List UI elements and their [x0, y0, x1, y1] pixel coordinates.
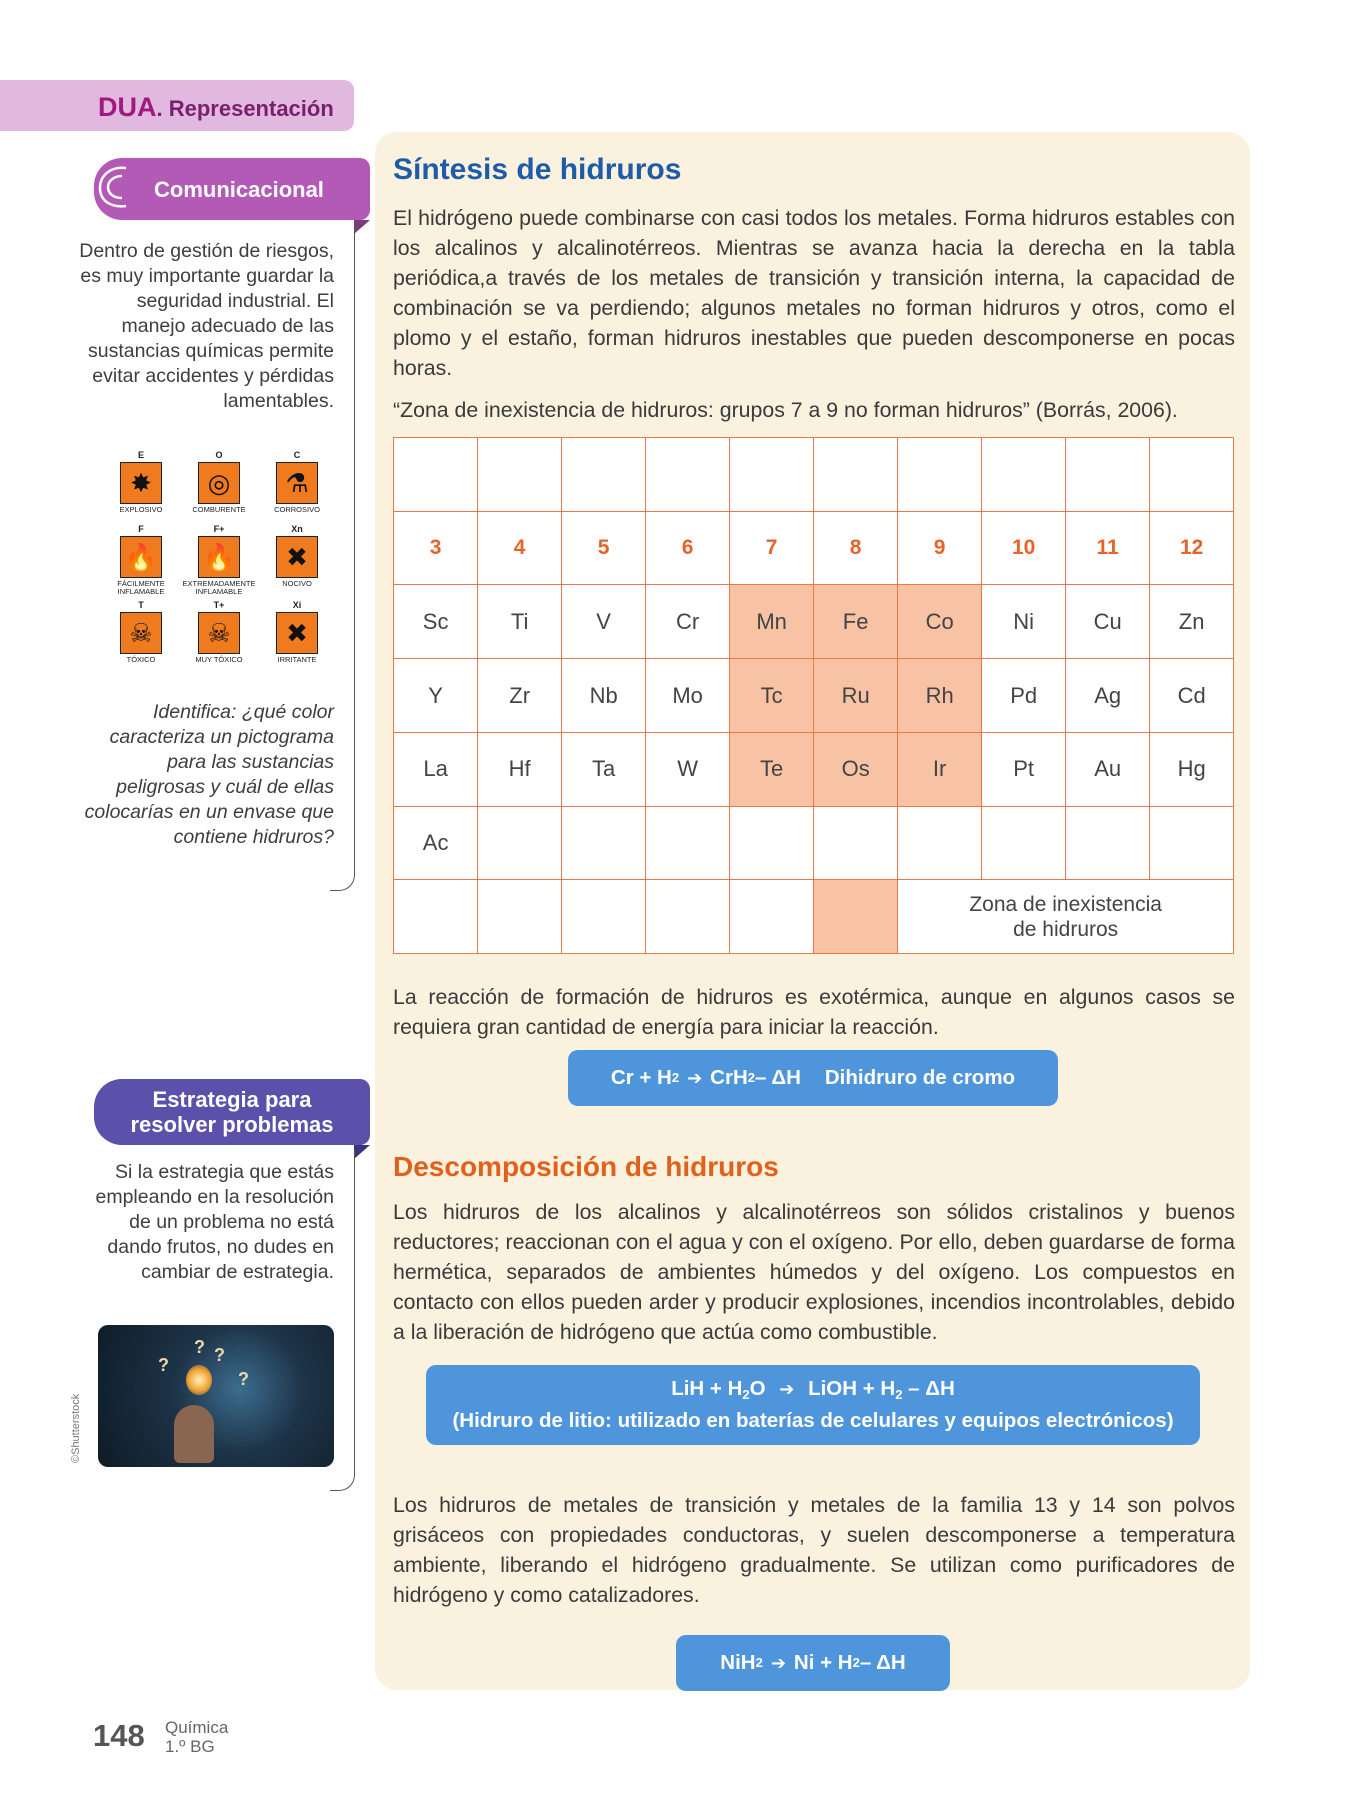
hazard-extremely-flammable [176, 524, 262, 596]
eq1-lhs-sub: 2 [671, 1070, 680, 1085]
estrategia-heading-line2: resolver problemas [130, 1112, 334, 1137]
table-empty-cell [477, 806, 562, 881]
hand-shape [174, 1405, 214, 1463]
element-cell: Cu [1065, 584, 1150, 659]
hazard-code: E [137, 450, 144, 460]
dua-suffix: . Representación [156, 96, 334, 121]
element-cell: Co [897, 584, 982, 659]
element-cell: Au [1065, 732, 1150, 807]
periodic-table-excerpt [393, 437, 1233, 953]
group-number-cell: 11 [1065, 511, 1150, 586]
table-empty-cell [813, 806, 898, 881]
cross-icon: ✖ [276, 536, 318, 578]
arrow-right-icon: ➔ [687, 1068, 703, 1088]
explosion-icon: ✸ [120, 462, 162, 504]
table-empty-cell [981, 806, 1066, 881]
comunicacional-header-fold [354, 220, 370, 234]
skull-icon: ☠ [198, 612, 240, 654]
eq1-lhs: Cr + H [610, 1066, 672, 1089]
element-cell: Sc [393, 584, 478, 659]
hazard-name: FÁCILMENTE INFLAMABLE [117, 579, 165, 596]
hazard-explosive [98, 450, 184, 514]
hazard-flammable [98, 524, 184, 596]
group-number-cell: 12 [1149, 511, 1234, 586]
element-cell: La [393, 732, 478, 807]
table-empty-cell [477, 879, 562, 954]
table-empty-cell [1149, 437, 1234, 512]
descomposicion-title: Descomposición de hidruros [393, 1151, 779, 1182]
table-empty-cell [393, 437, 478, 512]
eq3-c: – ΔH [859, 1651, 906, 1674]
flame-over-circle-icon: ◎ [198, 462, 240, 504]
element-cell: Mo [645, 658, 730, 733]
table-empty-cell [981, 437, 1066, 512]
hazard-toxic [98, 600, 184, 664]
hazard-name: NOCIVO [282, 579, 312, 588]
hazard-code: O [215, 450, 223, 460]
table-empty-cell [1065, 806, 1150, 881]
eq2-a-sub: 2 [742, 1387, 750, 1402]
hazard-oxidizing [176, 450, 262, 514]
table-empty-cell [561, 806, 646, 881]
hazard-name: EXPLOSIVO [119, 505, 163, 514]
question-mark-icon: ? [238, 1369, 249, 1389]
legend-swatch [813, 879, 898, 954]
cross-icon: ✖ [276, 612, 318, 654]
eq2-note: (Hidruro de litio: utilizado en baterías de celulares y equipos electrónicos) [452, 1409, 1174, 1432]
sintesis-paragraph: El hidrógeno puede combinarse con casi todos los metales. Forma hidruros estables con los alcalinos y alcalinotérreos. Mientras se avanza hacia la derecha en la tabla periódica,a través de los metales de transición y transición interna, la capacidad de combinación se va perdiendo; algunos metales no forman hidruros y otros, como el plomo y el estaño, forman hidruros inestables que pueden descomponerse en pocas horas. [393, 206, 1235, 380]
hazard-name: IRRITANTE [277, 655, 317, 664]
table-empty-cell [897, 806, 982, 881]
skull-icon: ☠ [120, 612, 162, 654]
eq1-name: Dihidruro de cromo [824, 1066, 1016, 1089]
element-cell: Ru [813, 658, 898, 733]
hazard-code: C [293, 450, 301, 460]
footer-subject-name: Química [165, 1718, 229, 1737]
descomposicion-paragraph: Los hidruros de los alcalinos y alcalinotérreos son sólidos cristalinos y buenos reductores; reaccionan con el agua y con el oxígeno. Por ello, deben guardarse de forma hermética, separados de ambientes húmedos y del oxígeno. Los compuestos en contacto con ellos pueden arder y producir explosiones, incendios incontrolables, debido a la liberación de hidrógeno que actúa como combustible. [393, 1200, 1235, 1344]
group-number-cell: 9 [897, 511, 982, 586]
hazard-name: EXTREMADAMENTE INFLAMABLE [182, 579, 256, 596]
dua-prefix: DUA [98, 92, 157, 122]
group-number-cell: 4 [477, 511, 562, 586]
group-number-cell: 6 [645, 511, 730, 586]
footer-grade: 1.º BG [165, 1737, 215, 1756]
hazard-code: Xn [291, 524, 303, 534]
element-cell: Cd [1149, 658, 1234, 733]
hazard-code: F [138, 524, 144, 534]
table-empty-cell [645, 879, 730, 954]
footer-subject [165, 1718, 228, 1756]
hazard-name: COMBURENTE [192, 505, 246, 514]
arrow-right-icon: ➔ [770, 1653, 786, 1673]
eq2-formula [671, 1376, 955, 1408]
hazard-irritant [254, 600, 340, 664]
hazard-code: Xi [292, 600, 302, 610]
eq3-b-sub: 2 [852, 1655, 860, 1670]
estrategia-heading-line1: Estrategia para [152, 1087, 312, 1112]
legend-text: Zona de inexistencia [969, 892, 1162, 916]
sintesis-paragraph-2: La reacción de formación de hidruros es exotérmica, aunque en algunos casos se requiera gran cantidad de energía para iniciar la reacción. [393, 985, 1235, 1039]
element-cell: V [561, 584, 646, 659]
comunicacional-text: Dentro de gestión de riesgos, es muy importante guardar la seguridad industrial. El manejo adecuado de las sustancias químicas permite evitar accidentes y pérdidas lamentables. [79, 240, 334, 412]
page-number: 148 [93, 1718, 145, 1753]
estrategia-header [94, 1079, 370, 1145]
hazard-code: F+ [213, 524, 225, 534]
table-empty-cell [813, 437, 898, 512]
table-empty-cell [561, 437, 646, 512]
element-cell: Hf [477, 732, 562, 807]
dua-title [98, 92, 334, 123]
group-number-cell: 3 [393, 511, 478, 586]
element-cell: Y [393, 658, 478, 733]
element-cell: Zr [477, 658, 562, 733]
eq1-rhs-tail: – ΔH [755, 1066, 801, 1089]
eq2-c-sub: 2 [895, 1387, 903, 1402]
comunicacional-header [94, 158, 370, 220]
hazard-name: TÓXICO [126, 655, 156, 664]
comunicacional-c-icon [92, 156, 140, 218]
corrosion-icon: ⚗ [276, 462, 318, 504]
dua-tab [0, 80, 354, 131]
descomposicion-paragraph-2: Los hidruros de metales de transición y metales de la familia 13 y 14 son polvos grisáceos con propiedades conductoras, y suelen descomponerse a temperatura ambiente, liberando el hidrógeno gradualmente. Se utilizan como purificadores de hidrógeno y como catalizadores. [393, 1493, 1235, 1607]
question-mark-icon: ? [194, 1337, 205, 1357]
group-number-cell: 5 [561, 511, 646, 586]
flame-icon: 🔥 [198, 536, 240, 578]
table-empty-cell [561, 879, 646, 954]
comunicacional-question: Identifica: ¿qué color caracteriza un pictograma para las sustancias peligrosas y cuál de ellas colocarías en un envase que contiene hidruros? [84, 701, 334, 848]
eq2-b: O [749, 1377, 766, 1400]
table-empty-cell [1065, 437, 1150, 512]
hazard-harmful [254, 524, 340, 588]
element-cell: Mn [729, 584, 814, 659]
lightbulb-photo [98, 1325, 334, 1467]
estrategia-header-fold [354, 1145, 370, 1159]
element-cell: Zn [1149, 584, 1234, 659]
equation-lithium [426, 1365, 1200, 1445]
question-mark-icon: ? [214, 1345, 225, 1365]
lightbulb-icon [186, 1365, 212, 1395]
eq3-a: NiH [720, 1651, 756, 1674]
table-empty-cell [477, 437, 562, 512]
element-cell: Ir [897, 732, 982, 807]
arrow-right-icon: ➔ [779, 1379, 795, 1399]
group-number-cell: 10 [981, 511, 1066, 586]
element-cell: Pt [981, 732, 1066, 807]
flame-icon: 🔥 [120, 536, 162, 578]
element-cell: Cr [645, 584, 730, 659]
eq1-rhs: CrH [710, 1066, 748, 1089]
question-mark-icon: ? [158, 1355, 169, 1375]
element-cell: Nb [561, 658, 646, 733]
element-cell: Pd [981, 658, 1066, 733]
eq1-rhs-sub: 2 [747, 1070, 755, 1085]
hazard-corrosive [254, 450, 340, 514]
hazard-name: MUY TÓXICO [195, 655, 243, 664]
element-cell: Tc [729, 658, 814, 733]
element-cell: Hg [1149, 732, 1234, 807]
equation-nickel [676, 1635, 950, 1691]
element-cell: Os [813, 732, 898, 807]
element-cell: Ac [393, 806, 478, 881]
hazard-code: T+ [213, 600, 225, 610]
element-cell: W [645, 732, 730, 807]
table-empty-cell [729, 879, 814, 954]
table-empty-cell [1149, 806, 1234, 881]
table-empty-cell [729, 437, 814, 512]
element-cell: Te [729, 732, 814, 807]
legend-text: de hidruros [1013, 917, 1119, 941]
sintesis-quote: “Zona de inexistencia de hidruros: grupos 7 a 9 no forman hidruros” (Borrás, 2006). [393, 398, 1178, 422]
element-cell: Rh [897, 658, 982, 733]
element-cell: Ta [561, 732, 646, 807]
eq2-d: – ΔH [902, 1377, 955, 1400]
estrategia-text: Si la estrategia que estás empleando en la resolución de un problema no está dando frutos, no dudes en cambiar de estrategia. [95, 1161, 334, 1283]
hazard-name: CORROSIVO [274, 505, 320, 514]
table-empty-cell [645, 806, 730, 881]
eq2-a: LiH + H [671, 1377, 743, 1400]
table-empty-cell [393, 879, 478, 954]
hazard-code: T [138, 600, 144, 610]
group-number-cell: 8 [813, 511, 898, 586]
comunicacional-heading: Comunicacional [154, 177, 324, 202]
element-cell: Ni [981, 584, 1066, 659]
photo-credit: ©Shutterstock [70, 1393, 82, 1463]
table-empty-cell [729, 806, 814, 881]
sintesis-title: Síntesis de hidruros [393, 153, 682, 186]
group-number-cell: 7 [729, 511, 814, 586]
element-cell: Ag [1065, 658, 1150, 733]
element-cell: Fe [813, 584, 898, 659]
eq3-b: Ni + H [793, 1651, 853, 1674]
eq2-c: LiOH + H [808, 1377, 896, 1400]
legend-label [897, 879, 1234, 954]
hazard-very-toxic [176, 600, 262, 664]
equation-chromium [568, 1050, 1058, 1106]
eq3-a-sub: 2 [755, 1655, 763, 1670]
table-empty-cell [645, 437, 730, 512]
element-cell: Ti [477, 584, 562, 659]
table-empty-cell [897, 437, 982, 512]
